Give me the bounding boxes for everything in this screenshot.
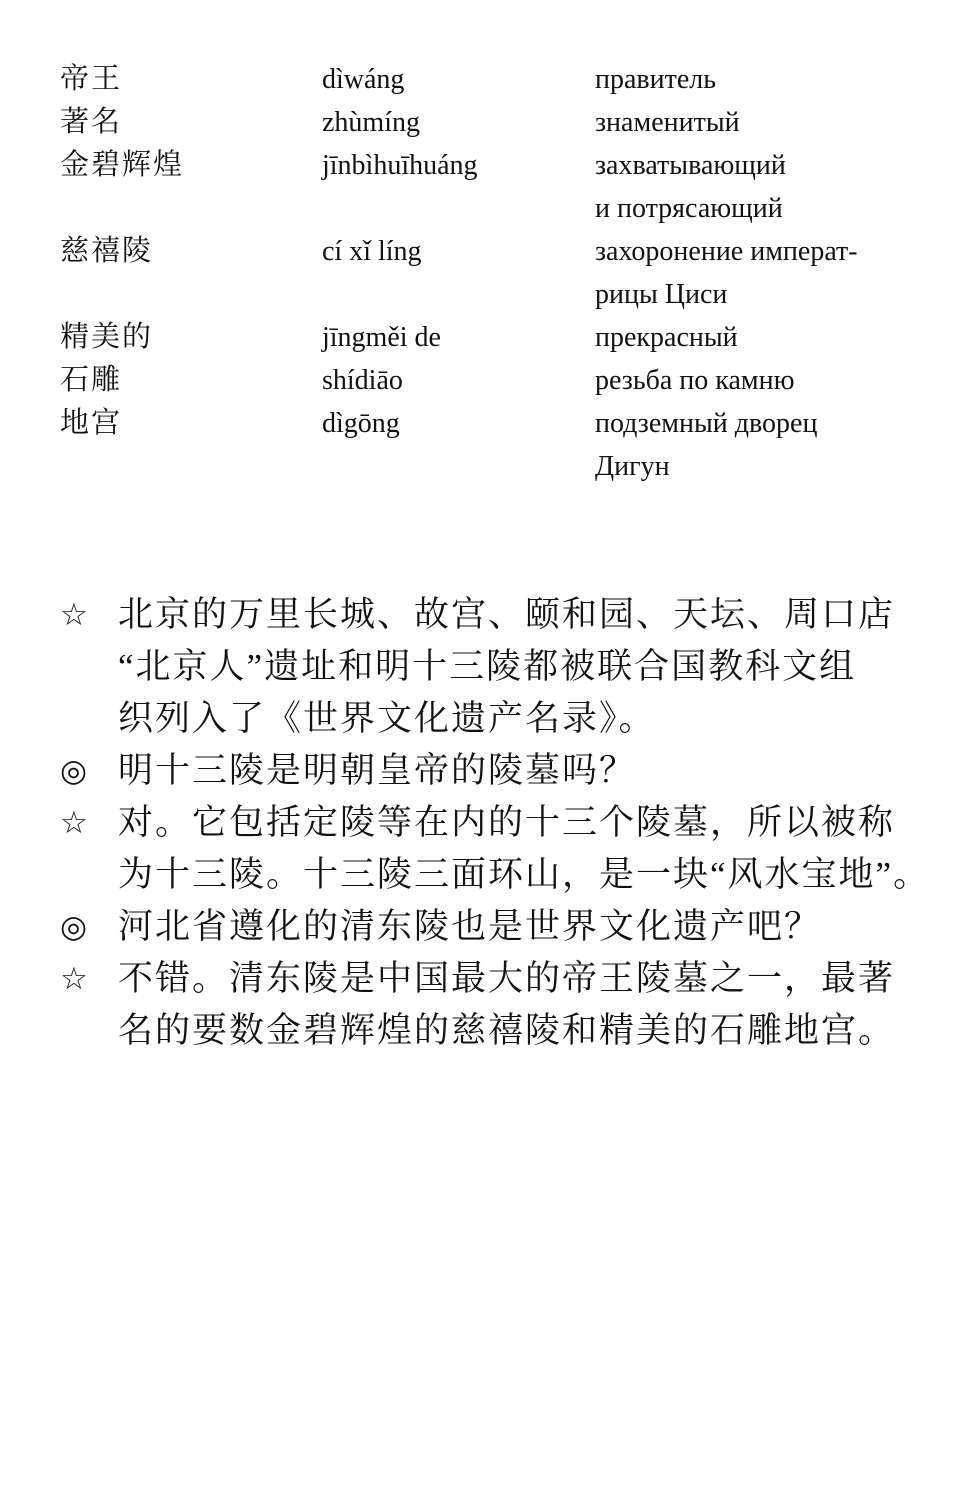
dialogue-section	[60, 589, 931, 1057]
vocab-russian-line: прекрасный	[595, 322, 738, 353]
vocab-russian-translation	[595, 101, 922, 144]
vocab-russian-line: рицы Циси	[595, 279, 728, 310]
dialogue-turn-text	[118, 797, 931, 901]
dialogue-line: 名的要数金碧辉煌的慈禧陵和精美的石雕地宫。	[118, 1011, 896, 1050]
vocab-russian-translation	[595, 58, 922, 101]
dialogue-turn	[60, 589, 922, 745]
vocab-pinyin: dìwáng	[322, 64, 405, 95]
vocab-entry	[60, 101, 922, 144]
vocab-pinyin: shídiāo	[322, 365, 403, 396]
vocab-russian-translation	[595, 230, 922, 316]
dialogue-line: 明十三陵是明朝皇帝的陵墓吗？	[118, 751, 637, 790]
dialogue-turn-text	[118, 901, 922, 953]
vocab-pinyin: jīnbìhuīhuáng	[322, 150, 478, 181]
vocabulary-table	[60, 58, 922, 488]
vocab-pinyin: jīngměi de	[322, 322, 441, 353]
vocab-russian-translation	[595, 359, 922, 402]
star-speaker-icon: ☆	[60, 805, 88, 841]
dialogue-turn	[60, 745, 922, 797]
vocab-pinyin: cí xǐ líng	[322, 236, 422, 267]
vocab-chinese-word: 石雕	[60, 364, 123, 396]
dialogue-turn-text	[118, 953, 922, 1057]
dialogue-line: 河北省遵化的清东陵也是世界文化遗产吧？	[118, 907, 822, 946]
vocab-chinese-word: 慈禧陵	[60, 235, 154, 267]
vocab-entry	[60, 230, 922, 316]
double-circle-speaker-icon: ◎	[60, 909, 88, 945]
double-circle-speaker-icon: ◎	[60, 753, 88, 789]
vocab-chinese-word: 金碧辉煌	[60, 149, 185, 181]
vocab-entry	[60, 316, 922, 359]
star-speaker-icon: ☆	[60, 597, 88, 633]
vocab-russian-translation	[595, 316, 922, 359]
vocab-chinese-word: 著名	[60, 106, 123, 138]
dialogue-turn-text	[118, 589, 922, 745]
vocab-russian-line: и потрясающий	[595, 193, 783, 224]
vocab-entry	[60, 58, 922, 101]
dialogue-turn-text	[118, 745, 922, 797]
dialogue-line: 为十三陵。十三陵三面环山，是一块“风水宝地”。	[118, 855, 931, 894]
vocab-pinyin: zhùmíng	[322, 107, 420, 138]
dialogue-line: 不错。清东陵是中国最大的帝王陵墓之一，最著	[118, 959, 896, 998]
dialogue-turn	[60, 901, 922, 953]
vocab-chinese-word: 帝王	[60, 63, 123, 95]
dialogue-turn	[60, 797, 931, 901]
dialogue-line: 对。它包括定陵等在内的十三个陵墓，所以被称	[118, 803, 896, 842]
vocab-entry	[60, 359, 922, 402]
vocab-russian-line: знаменитый	[595, 107, 740, 138]
vocab-entry	[60, 144, 922, 230]
vocab-pinyin: dìgōng	[322, 408, 400, 439]
vocab-chinese-word: 地宫	[60, 407, 123, 439]
vocab-russian-translation	[595, 144, 922, 230]
dialogue-line: 北京的万里长城、故宫、颐和园、天坛、周口店	[118, 595, 896, 634]
vocab-entry	[60, 402, 922, 488]
vocab-russian-line: резьба по камню	[595, 365, 795, 396]
vocab-russian-line: правитель	[595, 64, 717, 95]
star-speaker-icon: ☆	[60, 961, 88, 997]
vocab-russian-line: подземный дворец	[595, 408, 818, 439]
vocab-russian-line: Дигун	[595, 451, 670, 482]
dialogue-line: 织列入了《世界文化遗产名录》。	[118, 699, 656, 738]
vocab-russian-line: захоронение императ-	[595, 236, 858, 267]
vocab-russian-line: захватывающий	[595, 150, 786, 181]
vocab-chinese-word: 精美的	[60, 321, 154, 353]
dialogue-line: “北京人”遗址和明十三陵都被联合国教科文组	[118, 647, 857, 686]
vocab-russian-translation	[595, 402, 922, 488]
dialogue-turn	[60, 953, 922, 1057]
